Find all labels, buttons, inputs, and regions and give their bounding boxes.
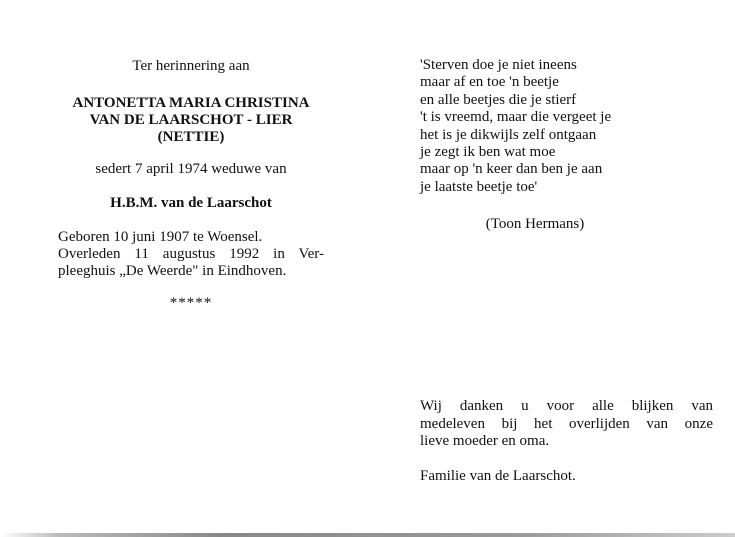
name-line: ANTONETTA MARIA CHRISTINA	[72, 95, 310, 111]
husband-name: H.B.M. van de Laarschot	[110, 195, 272, 211]
poem-line: maar op 'n keer dan ben je aan	[420, 161, 603, 178]
deceased-name	[58, 95, 324, 146]
right-column	[420, 57, 716, 234]
death-place-line: pleeghuis „De Weerde" in Eindhoven.	[58, 263, 287, 279]
thanks-line: medeleven bij het overlijden van onze	[420, 415, 713, 432]
death-line: Overleden 11 augustus 1992 in Ver-	[58, 246, 324, 262]
poem-line: en alle beetjes die je stierf	[420, 91, 577, 108]
life-facts	[58, 229, 324, 280]
bottom-edge	[0, 533, 735, 537]
birth-line: Geboren 10 juni 1907 te Woensel.	[58, 229, 263, 245]
intro-text: Ter herinnering aan	[132, 58, 250, 74]
name-line: VAN DE LAARSCHOT - LIER	[89, 112, 293, 128]
poem-line: je zegt ik ben wat moe	[420, 144, 556, 161]
thanks-line: lieve moeder en oma.	[420, 433, 550, 449]
separator-stars: *****	[169, 295, 213, 311]
family-signature: Familie van de Laarschot.	[420, 467, 576, 484]
poem-line: 'Sterven doe je niet ineens	[420, 57, 577, 73]
left-column	[58, 58, 324, 312]
widow-line: sedert 7 april 1974 weduwe van	[95, 161, 287, 177]
thanks-line: Wij danken u voor alle blijken van	[420, 398, 713, 414]
thanks-block	[420, 398, 713, 485]
poem-line: 't is vreemd, maar die vergeet je	[420, 109, 612, 126]
poem-line: je laatste beetje toe'	[420, 178, 538, 195]
poem	[420, 57, 716, 196]
poem-author: (Toon Hermans)	[485, 216, 585, 233]
poem-line: het is je dikwijls zelf ontgaan	[420, 126, 597, 143]
poem-line: maar af en toe 'n beetje	[420, 74, 559, 91]
nickname: (NETTIE)	[157, 129, 225, 145]
